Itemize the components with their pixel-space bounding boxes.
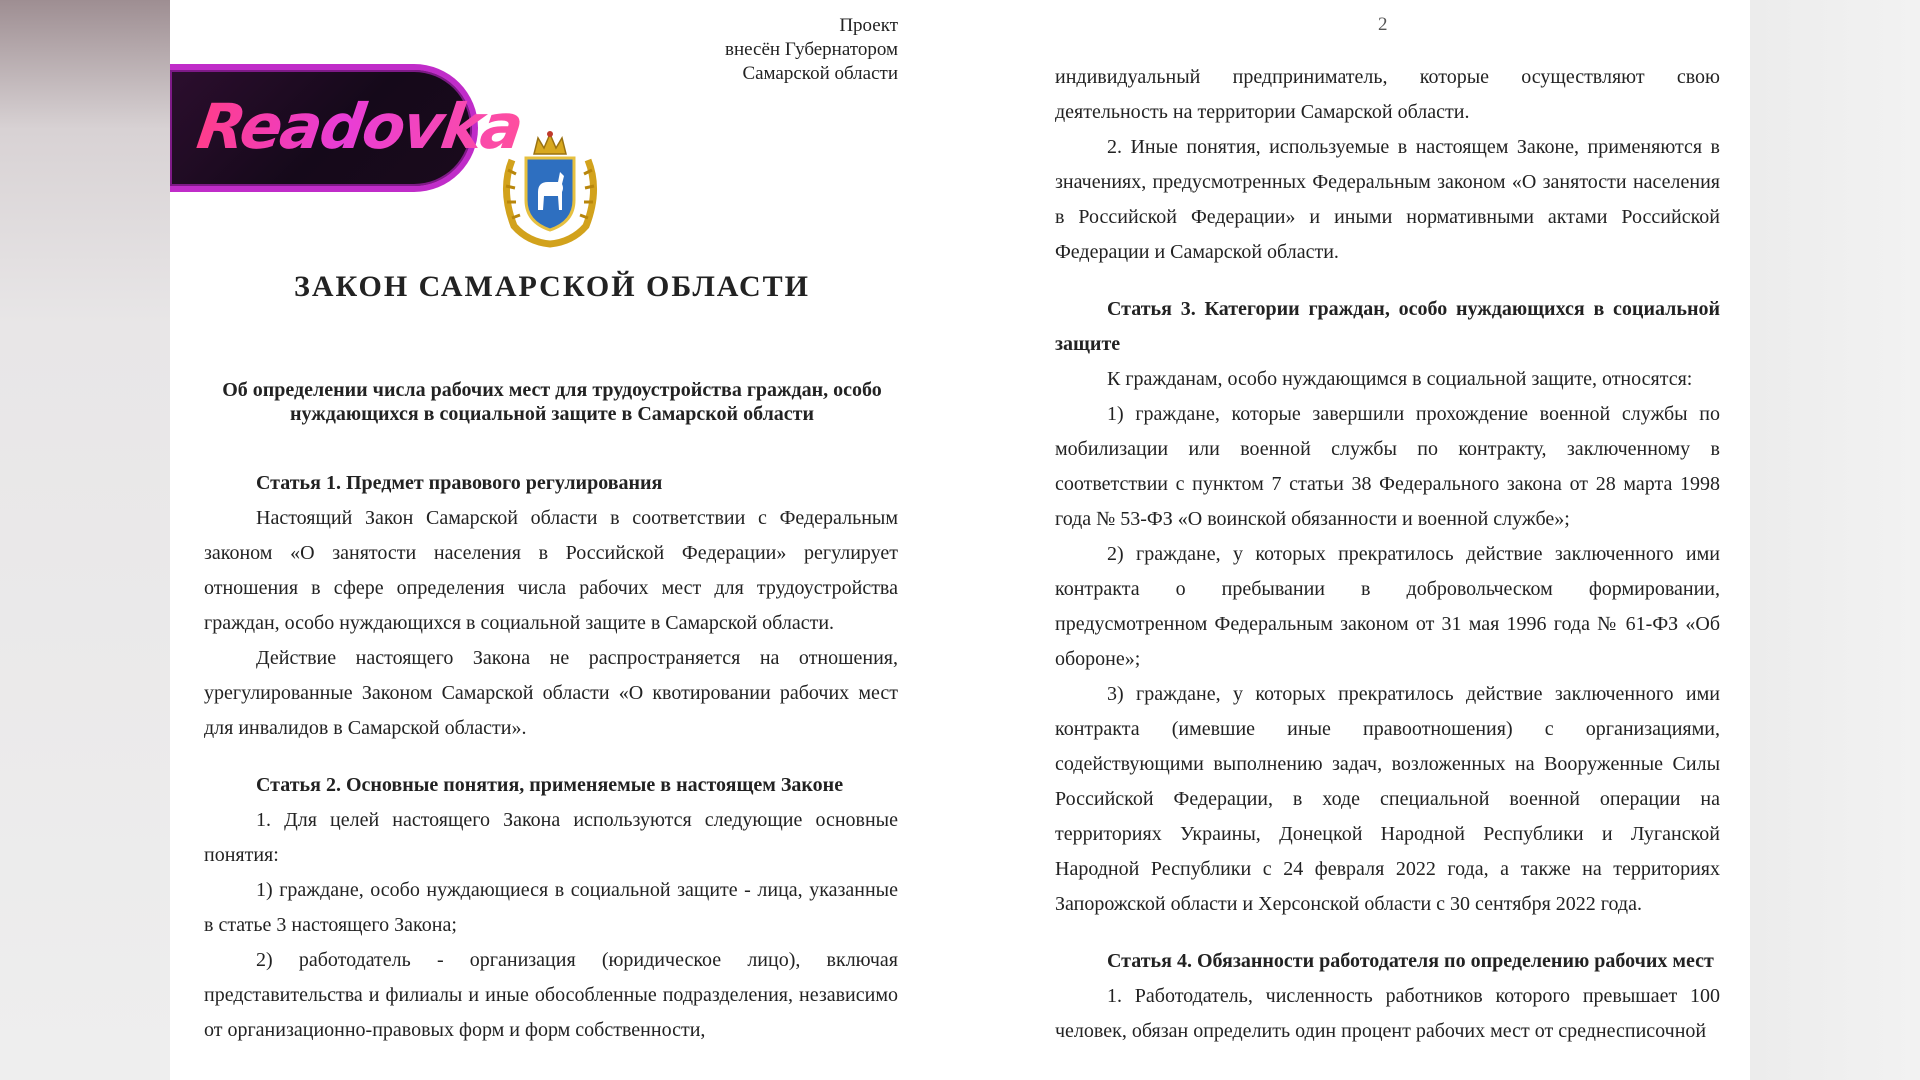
left-background: [0, 0, 170, 1080]
paragraph: 1. Работодатель, численность работников которого превышает 100 человек, обязан определить один процент рабочих мест от среднесписочной: [1055, 985, 1720, 1042]
header-line: Проект: [839, 15, 898, 36]
list-item: 1) граждане, которые завершили прохождение военной службы по мобилизации или военной службы по контракту, заключенному в соответствии с пунктом 7 статьи 38 Федерального закона от 28 марта 1998 года № 53-ФЗ «О воинской обязанности и военной службе»;: [1055, 403, 1720, 530]
header-line: внесён Губернатором: [724, 39, 898, 60]
subtitle-line: нуждающихся в социальной защите в Самарской области: [289, 403, 815, 425]
law-subtitle: [204, 378, 900, 426]
right-background: [1750, 0, 1920, 1080]
draft-header: [640, 14, 898, 86]
paragraph: 1) граждане, особо нуждающиеся в социальной защите - лица, указанные в статье 3 настоящего Закона;: [204, 879, 898, 936]
paragraph: Настоящий Закон Самарской области в соответствии с Федеральным законом «О занятости населения в Российской Федерации» регулирует отношения в сфере определения числа рабочих мест для трудоустройства граждан, особо нуждающихся в социальной защите в Самарской области.: [204, 507, 898, 634]
article-heading: Статья 3. Категории граждан, особо нуждающихся в социальной защите: [1055, 298, 1720, 355]
paragraph: 1. Для целей настоящего Закона используются следующие основные понятия:: [204, 809, 898, 866]
page1-body: [204, 466, 898, 1048]
paragraph: индивидуальный предприниматель, которые осуществляют свою деятельность на территории Самарской области.: [1055, 66, 1720, 123]
paragraph: Действие настоящего Закона не распространяется на отношения, урегулированные Законом Самарской области «О квотировании рабочих мест для инвалидов в Самарской области».: [204, 647, 898, 739]
list-item: 2) граждане, у которых прекратилось действие заключенного ими контракта о пребывании в добровольческом формировании, предусмотренном Федеральным законом от 31 мая 1996 года № 61-ФЗ «Об обороне»;: [1055, 543, 1720, 670]
subtitle-line: Об определении числа рабочих мест для трудоустройства граждан, особо: [222, 379, 882, 401]
page2-body: [1055, 60, 1720, 1049]
logo-text: Readovka: [192, 90, 527, 163]
paragraph: 2) работодатель - организация (юридическое лицо), включая представительства и филиалы и иные обособленные подразделения, независимо от организационно-правовых форм и форм собственности,: [204, 949, 898, 1041]
article-heading: Статья 2. Основные понятия, применяемые в настоящем Законе: [256, 774, 844, 796]
list-item: 3) граждане, у которых прекратилось действие заключенного ими контракта (имевшие иные правоотношения) с организациями, содействующими выполнению задач, возложенных на Вооруженные Силы Российской Федерации, в ходе специальной военной операции на территориях Украины, Донецкой Народной Республики и Луганской Народной Республики с 24 февраля 2022 года, а также на территориях Запорожской области и Херсонской области с 30 сентября 2022 года.: [1055, 683, 1720, 915]
page-number: 2: [1378, 14, 1388, 35]
paragraph: К гражданам, особо нуждающимся в социальной защите, относятся:: [1107, 368, 1693, 390]
readovka-logo: [170, 64, 527, 192]
header-line: Самарской области: [742, 63, 898, 84]
article-heading: Статья 1. Предмет правового регулирования: [256, 472, 663, 494]
paragraph: 2. Иные понятия, используемые в настоящем Законе, применяются в значениях, предусмотренных Федеральным законом «О занятости населения в Российской Федерации» и иными нормативными актами Российской Федерации и Самарской области.: [1055, 136, 1720, 263]
law-title: ЗАКОН САМАРСКОЙ ОБЛАСТИ: [294, 270, 810, 303]
coat-of-arms-icon: [498, 130, 602, 248]
article-heading: Статья 4. Обязанности работодателя по определению рабочих мест: [1107, 950, 1714, 972]
